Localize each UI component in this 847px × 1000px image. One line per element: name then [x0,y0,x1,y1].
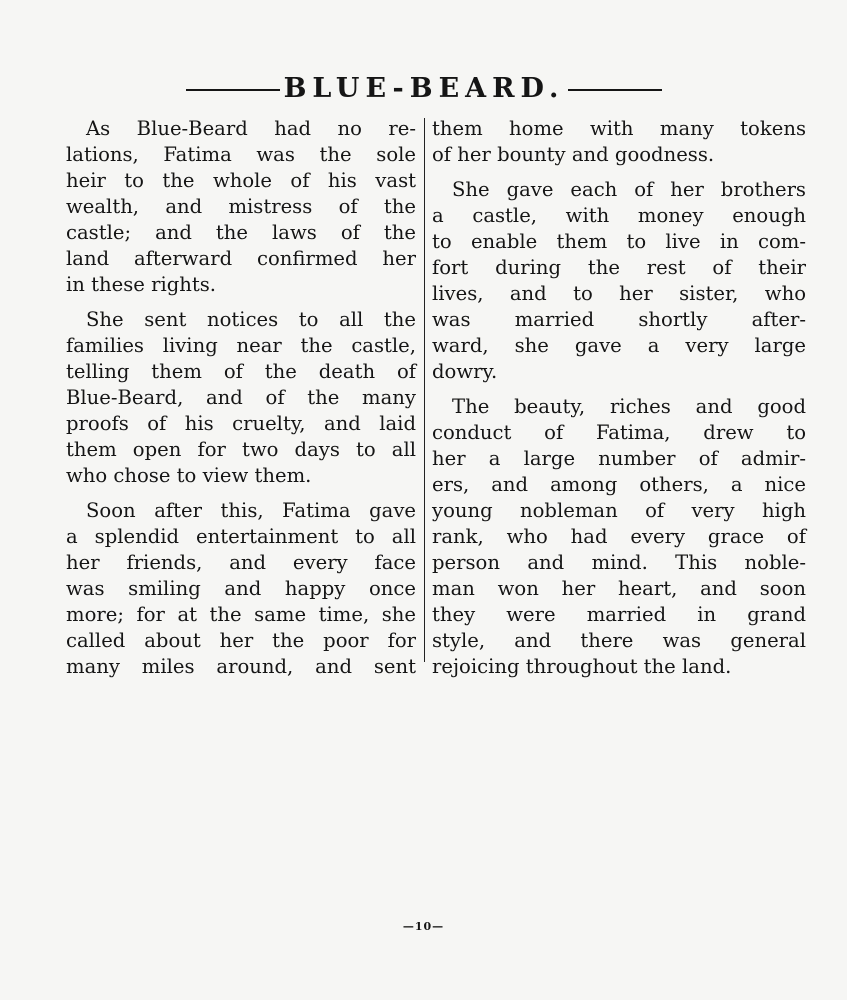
text-line: ers, and among others, a nice [432,473,806,496]
text-line: dowry. [432,360,498,383]
page-number: —10— [402,920,445,933]
text-line: The beauty, riches and good [452,395,806,418]
text-line: a splendid entertainment to all [66,525,416,548]
text-line: more; for at the same time, she [66,603,416,626]
text-line: wealth, and mistress of the [66,195,416,218]
text-line: a castle, with money enough [432,204,806,227]
text-line: fort during the rest of their [432,256,806,279]
text-line: them open for two days to all [66,438,416,461]
text-line: castle; and the laws of the [66,221,416,244]
text-line: her a large number of admir- [432,447,806,470]
paragraph [432,394,806,680]
text-line: many miles around, and sent [66,655,416,678]
text-line: Blue-Beard, and of the many [66,386,416,409]
text-line: conduct of Fatima, drew to [432,421,806,444]
text-line: of her bounty and goodness. [432,143,715,166]
text-line: they were married in grand [432,603,806,626]
text-line: rank, who had every grace of [432,525,806,548]
page-title: BLUE-BEARD. [283,73,565,104]
text-line: heir to the whole of his vast [66,169,416,192]
text-line: was smiling and happy once [66,577,416,600]
text-line: telling them of the death of [66,360,416,383]
text-line: them home with many tokens [432,117,806,140]
text-line: style, and there was general [432,629,806,652]
paragraph [66,498,416,680]
title-rule-right [568,89,662,91]
text-line: young nobleman of very high [432,499,806,522]
right-column [432,116,806,689]
text-line: lations, Fatima was the sole [66,143,416,166]
text-line: was married shortly after- [432,308,806,331]
text-line: person and mind. This noble- [432,551,806,574]
text-line: to enable them to live in com- [432,230,806,253]
text-line: called about her the poor for [66,629,416,652]
title-rule-left [186,89,280,91]
text-line: proofs of his cruelty, and laid [66,412,416,435]
text-columns [66,116,806,676]
text-line: land afterward confirmed her [66,247,416,270]
text-line: who chose to view them. [66,464,312,487]
text-line: in these rights. [66,273,217,296]
paragraph [432,116,806,168]
column-divider [424,118,425,662]
text-line: She gave each of her brothers [452,178,806,201]
text-line: As Blue-Beard had no re- [86,117,416,140]
text-line: her friends, and every face [66,551,416,574]
paragraph [432,177,806,385]
title-row [186,72,662,106]
paragraph [66,116,416,298]
text-line: man won her heart, and soon [432,577,806,600]
text-line: She sent notices to all the [86,308,416,331]
left-column [66,116,416,689]
text-line: lives, and to her sister, who [432,282,806,305]
text-line: Soon after this, Fatima gave [86,499,416,522]
text-line: families living near the castle, [66,334,416,357]
paragraph [66,307,416,489]
text-line: rejoicing throughout the land. [432,655,732,678]
text-line: ward, she gave a very large [432,334,806,357]
